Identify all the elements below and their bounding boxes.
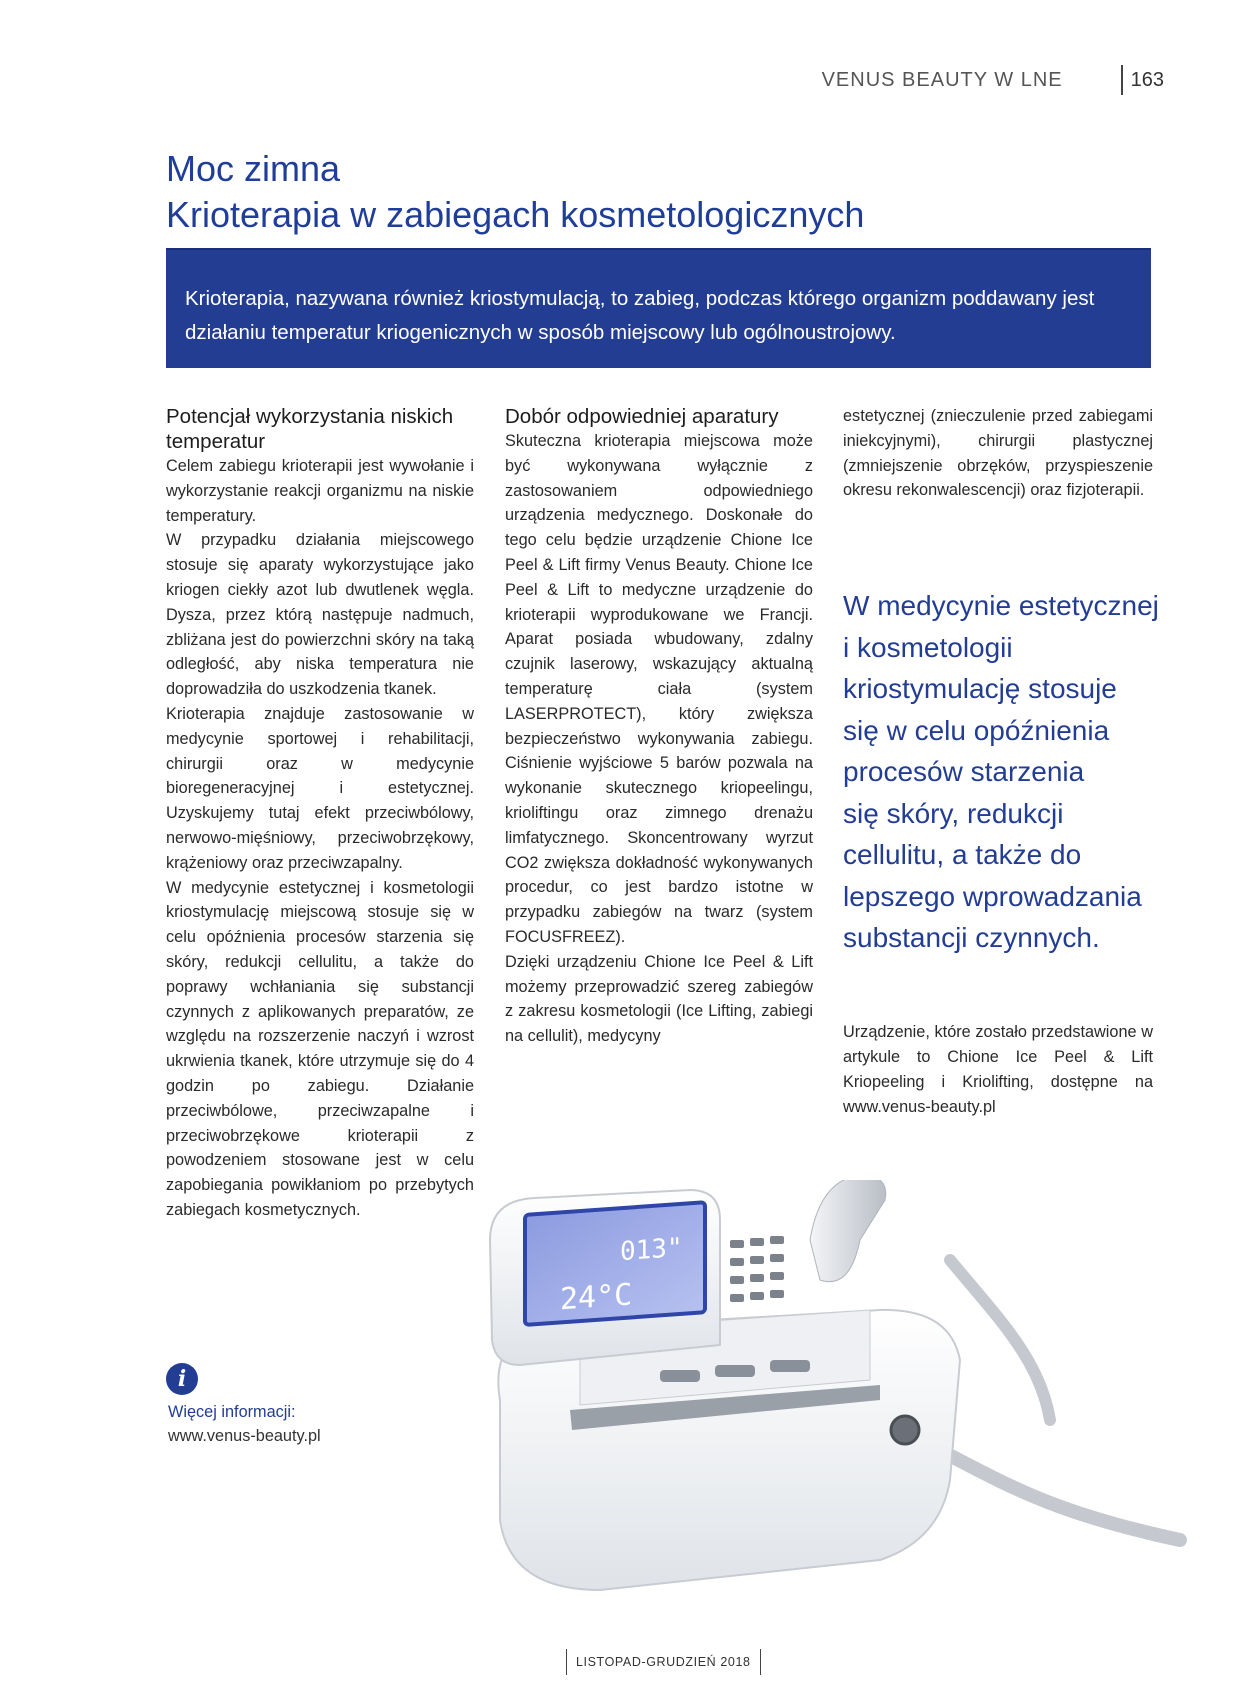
article-title — [166, 146, 864, 238]
device-screen-temp: 24°C — [560, 1277, 633, 1318]
device-handpiece — [810, 1180, 886, 1282]
device-keypad — [730, 1236, 784, 1302]
pull-quote-line: kriostymulację stosuje — [843, 673, 1117, 704]
info-icon: i — [166, 1363, 198, 1395]
column-2 — [505, 404, 813, 1049]
info-url[interactable]: www.venus-beauty.pl — [168, 1427, 321, 1445]
pull-quote-line: W medycynie estetycznej — [843, 590, 1159, 621]
column-1-paragraph: Celem zabiegu krioterapii jest wywołanie i wykorzystanie reakcji organizmu na niskie temperatury. — [166, 457, 474, 525]
lead-box — [166, 248, 1151, 368]
device-hose — [950, 1260, 1050, 1420]
pull-quote-line: procesów starzenia — [843, 756, 1085, 787]
footer-divider — [760, 1649, 761, 1675]
column-1-paragraph: W medycynie estetycznej i kosmetologii kriostymulację miejscową stosuje się w celu opóźnienia procesów starzenia się skóry, redukcji cellulitu, a także do poprawy wchłaniania się substancji czynnych z aplikowanych preparatów, ze względu na rozszerzenie naczyń i wzrost ukrwienia tkanek, które utrzymuje się do 4 godzin po zabiegu. Działanie przeciwbólowe, przeciwzapalne i przeciwobrzękowe krioterapii z powodzeniem stosowane jest w celu zapobiegania powikłaniom po przebytych zabiegach kosmetycznych. — [166, 878, 474, 1219]
column-2-heading: Dobór odpowiedniej aparatury — [505, 405, 779, 428]
device-image — [480, 1180, 1200, 1600]
column-1-paragraph: W przypadku działania miejscowego stosuje się aparaty wykorzystujące jako kriogen ciekły azot lub dwutlenek węgla. Dysza, przez którą następuje nadmuch, zbliżana jest do powierzchni skóry na taką odległość, aby niska temperatura nie doprowadziła do uszkodzenia tkanek. — [166, 531, 474, 699]
footer-issue: LISTOPAD-GRUDZIEŃ 2018 — [576, 1655, 751, 1669]
device-hose-port — [891, 1416, 919, 1444]
section-name: VENUS BEAUTY W LNE — [821, 68, 1063, 91]
title-line-1: Moc zimna — [166, 148, 341, 189]
pull-quote-line: i kosmetologii — [843, 631, 1013, 663]
pull-quote-line: substancji czynnych. — [843, 922, 1100, 953]
info-label: Więcej informacji: — [168, 1403, 296, 1421]
column-3-paragraph: estetycznej (znieczulenie przed zabiegami iniekcyjnymi), chirurgii plastycznej (zmniejszenie obrzęków, przyspieszenie okresu rekonwalescencji) oraz fizjoterapii. — [843, 407, 1153, 500]
pull-quote-line: się w celu opóźnienia — [843, 714, 1110, 746]
device-screen-time: 013" — [620, 1232, 683, 1268]
column-2-paragraph: Skuteczna krioterapia miejscowa może być wykonywana wyłącznie z zastosowaniem odpowiedniego urządzenia medycznego. Doskonałe do tego celu będzie urządzenie Chione Ice Peel & Lift firmy Venus Beauty. Chione Ice Peel & Lift to medyczne urządzenie do krioterapii wyprodukowane we Francji. Aparat posiada wbudowany, zdalny czujnik laserowy, wskazujący aktualną temperaturę ciała (system LASERPROTECT), który zwiększa bezpieczeństwo wykonywania zabiegu. Ciśnienie wyjściowe 5 barów pozwala na wykonanie skutecznego kriopeelingu, krioliftingu oraz zimnego drenażu limfatycznego. Skoncentrowany wyrzut CO2 zwiększa dokładność wykonywanych procedur, co jest bardzo istotne w przypadku zabiegów na twarz (system FOCUSFREEZ). — [505, 432, 813, 946]
column-3 — [843, 404, 1153, 503]
column-2-paragraph: Dzięki urządzeniu Chione Ice Peel & Lift możemy przeprowadzić szereg zabiegów z zakresu kosmetologii (Ice Lifting, zabiegi na cellulit), medycyny — [505, 952, 813, 1046]
page-number: 163 — [1130, 68, 1164, 91]
column-1 — [166, 404, 474, 1223]
page-footer — [566, 1648, 761, 1676]
pull-quote-line: cellulitu, a także do — [843, 839, 1082, 870]
pull-quote-line: lepszego wprowadzania — [843, 880, 1142, 912]
device-note: Urządzenie, które zostało przedstawione w artykule to Chione Ice Peel & Lift Kriopeeling i Kriolifting, dostępne na www.venus-beauty.pl — [843, 1023, 1153, 1116]
column-1-heading: Potencjał wykorzystania niskich temperatur — [166, 405, 454, 453]
lead-text: Krioterapia, nazywana również kriostymulacją, to zabieg, podczas którego organizm poddawany jest działaniu temperatur kriogenicznych w sposób miejscowy lub ogólnoustrojowy. — [185, 287, 1095, 344]
title-line-2: Krioterapia w zabiegach kosmetologicznych — [166, 194, 865, 235]
header-divider — [1121, 65, 1123, 95]
column-1-paragraph: Krioterapia znajduje zastosowanie w medycynie sportowej i rehabilitacji, chirurgii oraz w medycynie bioregeneracyjnej i estetycznej. Uzyskujemy tutaj efekt przeciwbólowy, nerwowo-mięśniowy, przeciwobrzękowy, krążeniowy oraz przeciwzapalny. — [166, 704, 474, 872]
pull-quote — [843, 585, 1163, 959]
running-header — [822, 64, 1164, 96]
pull-quote-line: się skóry, redukcji — [843, 797, 1064, 829]
